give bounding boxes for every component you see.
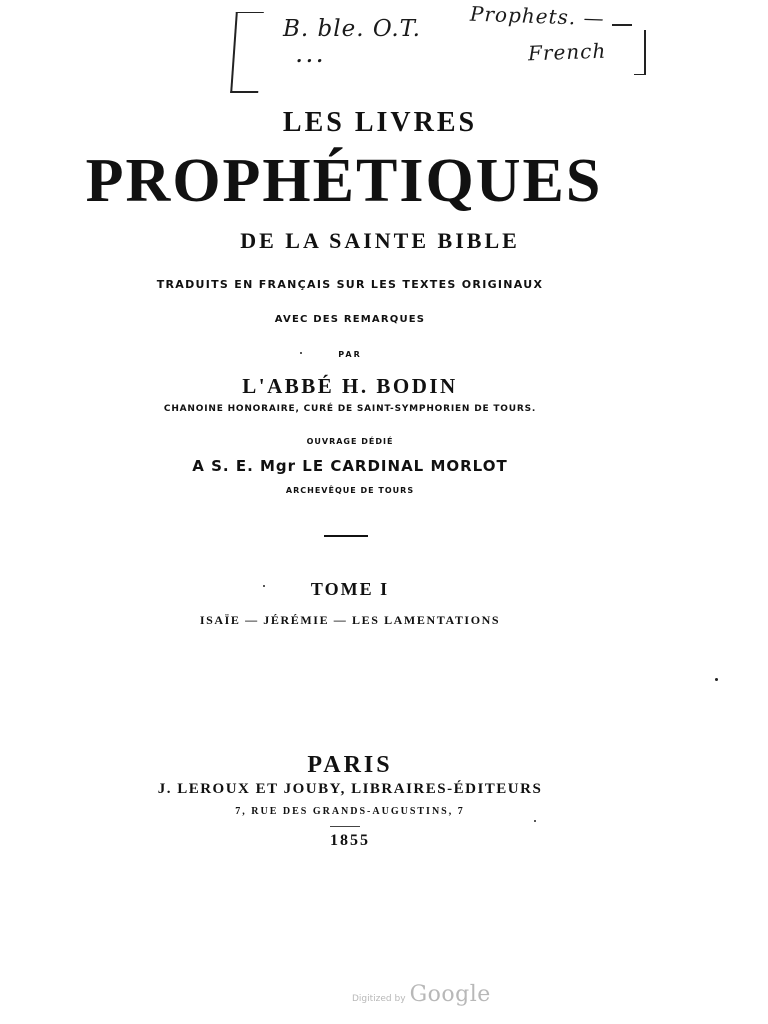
dedicatee-title: ARCHEVÊQUE DE TOURS xyxy=(285,486,415,495)
subtitle: TRADUITS EN FRANÇAIS SUR LES TEXTES ORIGINAUX xyxy=(156,278,544,291)
author-name: L'ABBÉ H. BODIN xyxy=(242,374,458,398)
imprint-publisher: J. LEROUX ET JOUBY, LIBRAIRES-ÉDITEURS xyxy=(157,781,543,797)
imprint-year: 1855 xyxy=(330,832,370,849)
dedicatee: A S. E. Mgr LE CARDINAL MORLOT xyxy=(192,457,508,475)
handwritten-note-dots: ... xyxy=(296,46,327,67)
by-label: PAR xyxy=(338,350,362,359)
subtitle-remarks: AVEC DES REMARQUES xyxy=(274,314,426,325)
scan-speck xyxy=(715,678,718,681)
scan-speck xyxy=(300,352,302,354)
divider-rule xyxy=(324,535,368,537)
imprint-address: 7, RUE DES GRANDS-AUGUSTINS, 7 xyxy=(235,806,465,817)
handwritten-dash xyxy=(612,24,632,26)
handwritten-note-line2: Prophets. — xyxy=(469,1,605,31)
volume-label: TOME I xyxy=(310,579,390,599)
digitized-by-google-watermark xyxy=(352,982,491,1007)
handwritten-note-line3: French xyxy=(527,38,607,66)
volume-contents: ISAÏE — JÉRÉMIE — LES LAMENTATIONS xyxy=(199,613,501,627)
handwritten-bracket-left xyxy=(230,12,264,93)
scan-speck xyxy=(263,585,265,587)
handwritten-note-line1: B. ble. O.T. xyxy=(283,16,421,42)
imprint-city: PARIS xyxy=(307,752,393,778)
watermark-prefix: Digitized by xyxy=(352,994,406,1004)
scan-speck xyxy=(534,820,536,822)
title-line3: DE LA SAINTE BIBLE xyxy=(240,228,520,253)
dedication-intro: OUVRAGE DÉDIÉ xyxy=(306,437,394,446)
title-line1: LES LIVRES xyxy=(282,107,478,138)
imprint-rule xyxy=(330,826,360,827)
title-main: PROPHÉTIQUES xyxy=(85,147,603,215)
google-logo: Google xyxy=(409,982,491,1007)
handwritten-bracket-right xyxy=(634,30,646,75)
author-role: CHANOINE HONORAIRE, CURÉ DE SAINT-SYMPHORIEN DE TOURS. xyxy=(163,404,537,414)
